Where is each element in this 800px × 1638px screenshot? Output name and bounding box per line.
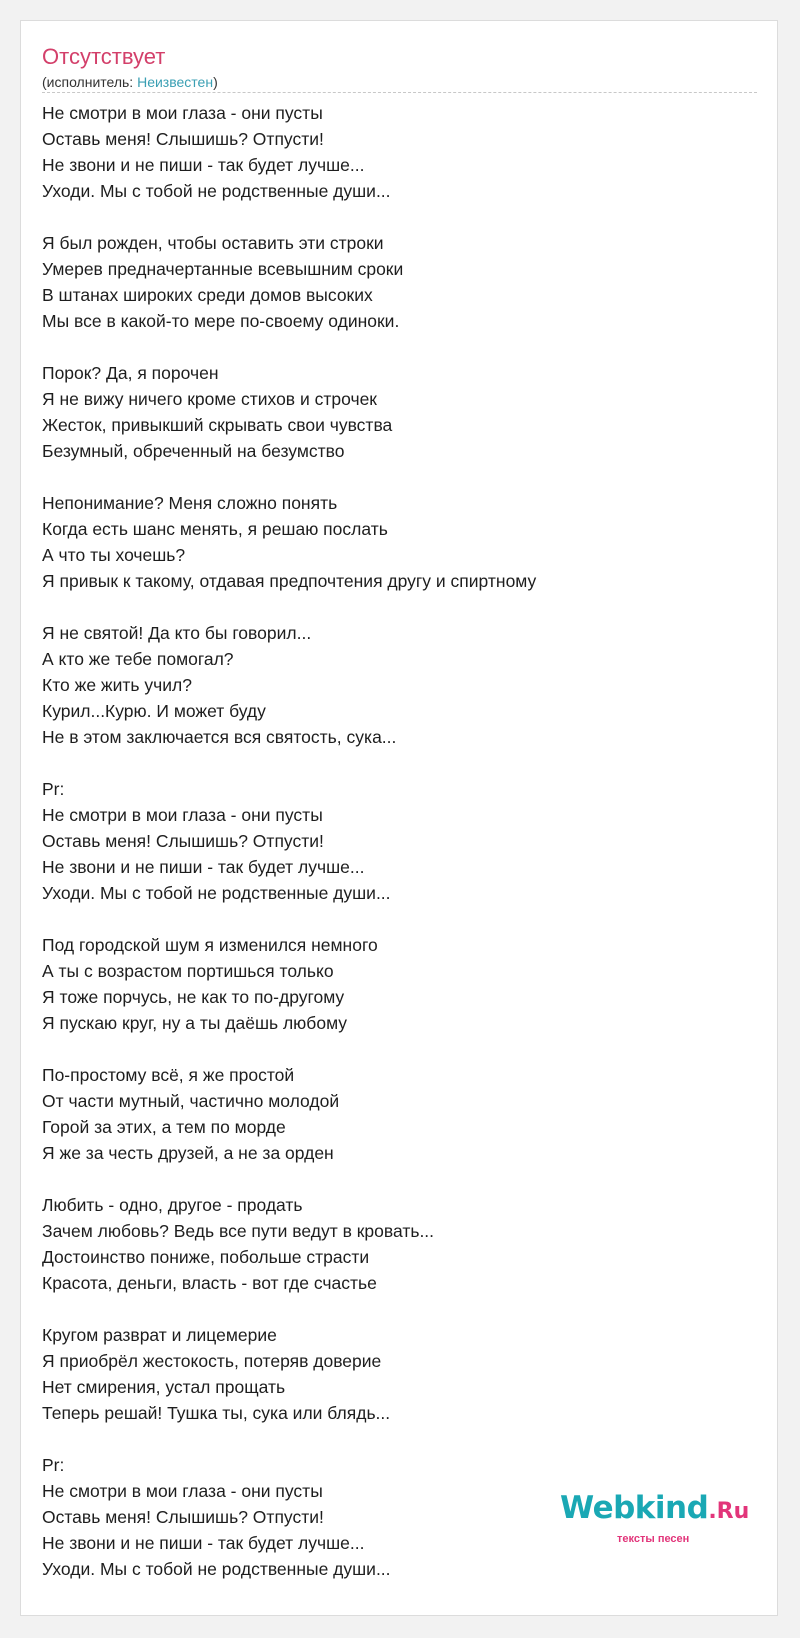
lyric-line: А ты с возрастом портишься только	[42, 961, 334, 981]
lyric-line: По-простому всё, я же простой	[42, 1065, 295, 1085]
song-title: Отсутствует	[42, 44, 166, 69]
lyric-line: Оставь меня! Слышишь? Отпусти!	[42, 129, 324, 149]
lyric-line: Кто же жить учил?	[42, 675, 192, 695]
lyric-line: Нет смирения, устал прощать	[42, 1377, 286, 1397]
lyric-line: Зачем любовь? Ведь все пути ведут в кровать...	[42, 1221, 435, 1241]
logo-tagline: тексты песен	[617, 1533, 690, 1545]
lyric-line: Красота, деньги, власть - вот где счастье	[42, 1273, 377, 1293]
stanza-gap	[42, 334, 742, 360]
song-card	[20, 20, 778, 1616]
stanza-gap	[42, 1036, 742, 1062]
lyric-line: Я же за честь друзей, а не за орден	[42, 1143, 334, 1163]
lyric-line: Pr:	[42, 779, 65, 799]
stanza-gap	[42, 750, 742, 776]
lyric-line: Горой за этих, а тем по морде	[42, 1117, 286, 1137]
lyric-line: Не звони и не пиши - так будет лучше...	[42, 857, 365, 877]
lyric-line: Не смотри в мои глаза - они пусты	[42, 805, 323, 825]
stanza-gap	[42, 906, 742, 932]
logo-suffix: .Ru	[708, 1499, 750, 1524]
lyric-line: Достоинство пониже, побольше страсти	[42, 1247, 370, 1267]
lyric-line: Не в этом заключается вся святость, сука...	[42, 727, 397, 747]
lyric-line: Любить - одно, другое - продать	[42, 1195, 303, 1215]
stanza-gap	[42, 1166, 742, 1192]
logo-wordmark: Webkind	[560, 1490, 709, 1526]
stanza-gap	[42, 204, 742, 230]
lyric-line: Безумный, обреченный на безумство	[42, 441, 345, 461]
lyric-line: Не смотри в мои глаза - они пусты	[42, 1481, 323, 1501]
lyric-line: Я был рожден, чтобы оставить эти строки	[42, 233, 384, 253]
lyric-line: Оставь меня! Слышишь? Отпусти!	[42, 1507, 324, 1527]
lyric-line: Порок? Да, я порочен	[42, 363, 219, 383]
lyric-line: Под городской шум я изменился немного	[42, 935, 378, 955]
lyric-line: Уходи. Мы с тобой не родственные души...	[42, 1559, 391, 1579]
lyric-line: Уходи. Мы с тобой не родственные души...	[42, 883, 391, 903]
lyric-line: Не смотри в мои глаза - они пусты	[42, 103, 323, 123]
lyric-line: А что ты хочешь?	[42, 545, 186, 565]
artist-line	[42, 73, 218, 91]
lyrics-body	[42, 100, 742, 1582]
site-logo[interactable]	[560, 1490, 749, 1526]
lyric-line: Курил...Курю. И может буду	[42, 701, 266, 721]
lyric-line: Уходи. Мы с тобой не родственные души...	[42, 181, 391, 201]
lyric-line: Умерев предначертанные всевышним сроки	[42, 259, 404, 279]
lyric-line: Когда есть шанс менять, я решаю послать	[42, 519, 388, 539]
lyric-line: Мы все в какой-то мере по-своему одиноки.	[42, 311, 400, 331]
stanza-gap	[42, 1296, 742, 1322]
title-divider	[42, 92, 757, 93]
lyric-line: Кругом разврат и лицемерие	[42, 1325, 277, 1345]
lyric-line: Непонимание? Меня сложно понять	[42, 493, 338, 513]
lyric-line: Pr:	[42, 1455, 65, 1475]
lyric-line: Я привык к такому, отдавая предпочтения другу и спиртному	[42, 571, 537, 591]
stanza-gap	[42, 1426, 742, 1452]
lyric-line: А кто же тебе помогал?	[42, 649, 234, 669]
artist-link[interactable]: Неизвестен	[137, 74, 214, 90]
stanza-gap	[42, 594, 742, 620]
lyric-line: Я приобрёл жестокость, потеряв доверие	[42, 1351, 382, 1371]
lyric-line: Я тоже порчусь, не как то по-другому	[42, 987, 345, 1007]
lyric-line: Я пускаю круг, ну а ты даёшь любому	[42, 1013, 348, 1033]
lyric-line: От части мутный, частично молодой	[42, 1091, 340, 1111]
lyric-line: Жесток, привыкший скрывать свои чувства	[42, 415, 393, 435]
lyric-line: Я не святой! Да кто бы говорил...	[42, 623, 312, 643]
lyric-line: Не звони и не пиши - так будет лучше...	[42, 1533, 365, 1553]
lyric-line: Теперь решай! Тушка ты, сука или блядь...	[42, 1403, 391, 1423]
stanza-gap	[42, 464, 742, 490]
lyric-line: В штанах широких среди домов высоких	[42, 285, 373, 305]
artist-suffix: )	[213, 74, 218, 90]
lyric-line: Оставь меня! Слышишь? Отпусти!	[42, 831, 324, 851]
artist-prefix: (исполнитель:	[42, 74, 138, 90]
lyric-line: Не звони и не пиши - так будет лучше...	[42, 155, 365, 175]
lyric-line: Я не вижу ничего кроме стихов и строчек	[42, 389, 377, 409]
